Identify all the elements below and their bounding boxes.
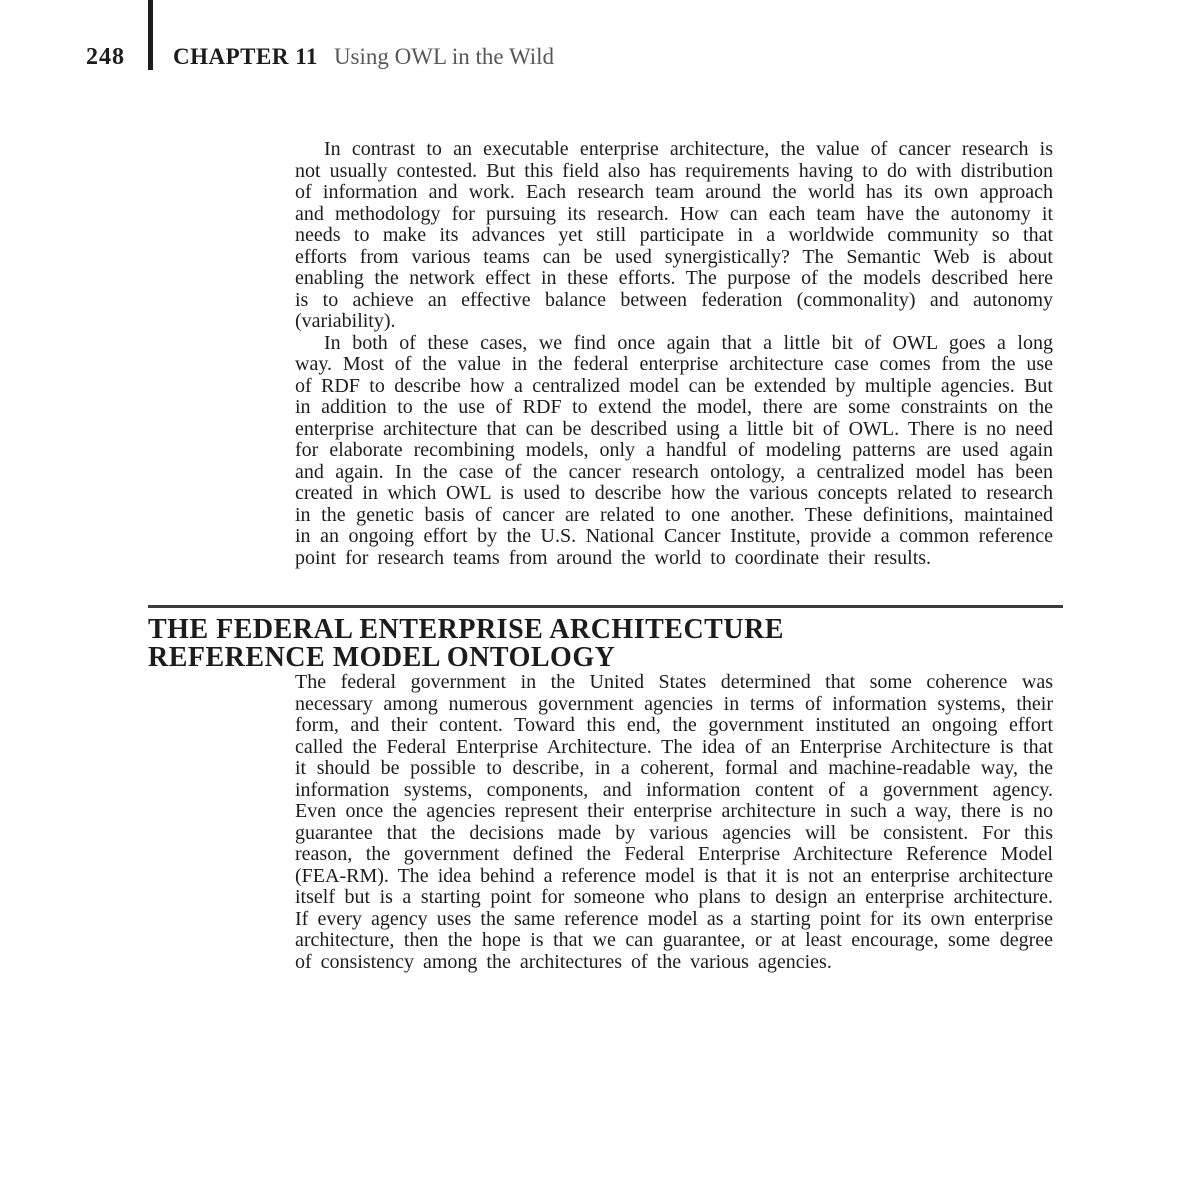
page-header <box>86 44 554 71</box>
text-column <box>148 138 1053 973</box>
chapter-label: CHAPTER 11 <box>173 44 318 69</box>
section-rule <box>148 605 1063 608</box>
section-heading: THE FEDERAL ENTERPRISE ARCHITECTURE REFERENCE MODEL ONTOLOGY <box>148 614 784 673</box>
body-paragraph-cancer-research: In contrast to an executable enterprise architecture, the value of cancer research is not usually contested. But this field also has requirements having to do with distribution of information and work. Each research team around the world has its own approach and methodology for pursuing its research. How can each team have the autonomy it needs to make its advances yet still participate in a worldwide community so that efforts from various teams can be used synergistically? The Semantic Web is about enabling the network effect in these efforts. The purpose of the models described here is to achieve an effective balance between federation (commonality) and autonomy (variability). <box>295 138 1053 332</box>
section-heading-block <box>148 605 1063 672</box>
chapter-title: Using OWL in the Wild <box>333 44 555 69</box>
page-number: 248 <box>86 44 125 70</box>
body-paragraph-owl-value: In both of these cases, we find once again that a little bit of OWL goes a long way. Most of the value in the federal enterprise architecture case comes from the use of RDF to describe how a centralized model can be extended by multiple agencies. But in addition to the use of RDF to extend the model, there are some constraints on the enterprise architecture that can be described using a little bit of OWL. There is no need for elaborate recombining models, only a handful of modeling patterns are used again and again. In the case of the cancer research ontology, a centralized model has been created in which OWL is used to describe how the various concepts related to research in the genetic basis of cancer are related to one another. These definitions, maintained in an ongoing effort by the U.S. National Cancer Institute, provide a common reference point for research teams from around the world to coordinate their results. <box>295 331 1053 569</box>
body-paragraph-fea: The federal government in the United States determined that some coherence was necessary among numerous government agencies in terms of information systems, their form, and their content. Toward this end, the government instituted an ongoing effort called the Federal Enterprise Architecture. The idea of an Enterprise Architecture is that it should be possible to describe, in a coherent, formal and machine-readable way, the information systems, components, and information content of a government agency. Even once the agencies represent their enterprise architecture in such a way, there is no guarantee that the decisions made by various agencies will be consistent. For this reason, the government defined the Federal Enterprise Architecture Reference Model (FEA-RM). The idea behind a reference model is that it is not an enterprise architecture itself but is a starting point for someone who plans to design an enterprise architecture. If every agency uses the same reference model as a starting point for its own enterprise architecture, then the hope is that we can guarantee, or at least encourage, some degree of consistency among the architectures of the various agencies. <box>295 671 1053 973</box>
